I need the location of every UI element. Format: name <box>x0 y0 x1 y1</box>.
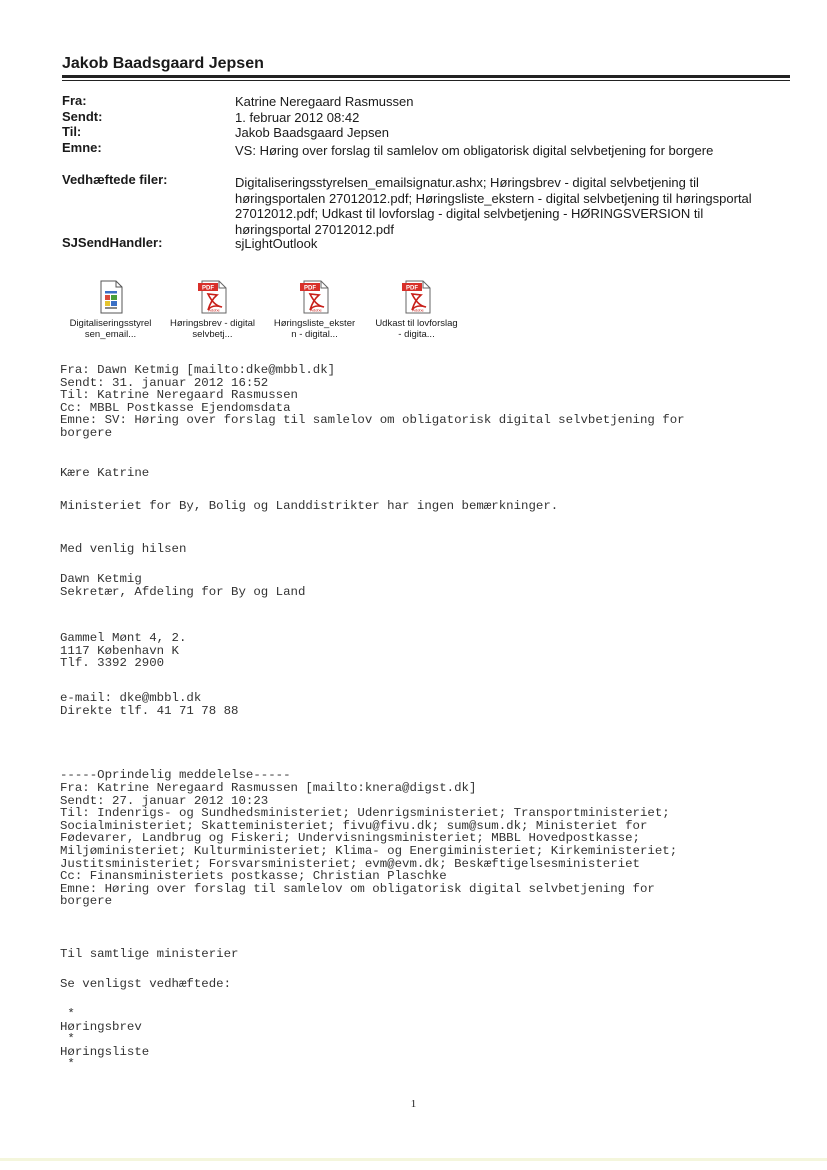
original-salutation: Til samtlige ministerier <box>60 947 239 961</box>
from-value: Katrine Neregaard Rasmussen <box>235 94 414 109</box>
subject-label: Emne: <box>62 139 102 155</box>
original-separator: -----Oprindelig meddelelse----- <box>60 768 291 782</box>
attachments-label: Vedhæftede filer: <box>62 172 168 187</box>
attachment-3-name: Høringsliste_ekster n - digital... <box>273 318 356 340</box>
pdf-badge: PDF <box>201 285 214 292</box>
to-label: Til: <box>62 124 82 139</box>
attachment-2-name: Høringsbrev - digital selvbetj... <box>170 318 255 340</box>
reply-address: Gammel Mønt 4, 2. 1117 København K Tlf. 3392 2900 <box>60 631 187 671</box>
page-number: 1 <box>410 1098 417 1110</box>
handler-value: sjLightOutlook <box>235 236 318 251</box>
reply-header: Fra: Dawn Ketmig [mailto:dke@mbbl.dk] Sendt: 31. januar 2012 16:52 Til: Katrine Neregaard Rasmussen Cc: MBBL Postkasse Ejendomsdata Emne: SV: Høring over forslag til samlelov om obligatorisk digital selvbetjening for borgere <box>60 363 685 440</box>
attachment-1[interactable] <box>58 280 163 340</box>
generic-file-icon <box>98 280 124 314</box>
original-header: Fra: Katrine Neregaard Rasmussen [mailto:knera@digst.dk] Sendt: 27. januar 2012 10:23 Til: Indenrigs- og Sundhedsministeriet; Udenrigsministeriet; Transportministeriet; Socialministeriet; Skatteministeriet; fivu@fivu.dk; sum@sum.dk; Ministeriet for Fødevarer, Landbrug og Fiskeri; Undervisningsministeriet; MBBL Hovedpostkasse; Miljøministeriet; Kulturministeriet; Klima- og Energiministeriet; Kirkeministeriet; Justitsministeriet; Forsvarsministeriet; evm@evm.dk; Beskæftigelsesministeriet Cc: Finansministeriets postkasse; Christian Plaschke Emne: Høring over forslag til samlelov om obligatorisk digital selvbetjening for borgere <box>60 781 678 909</box>
pdf-brand: Adobe <box>411 307 424 313</box>
attachments-value: Digitaliseringsstyrelsen_emailsignatur.ashx; Høringsbrev - digital selvbetjening til høringsportalen 27012012.pdf; Høringsliste_ekstern - digital selvbetjening til høringsportal 27012012.pdf; Udkast til lovforslag - digital selvbetjening - HØRINGSVERSION til høringsportal 27012012.pdf <box>235 175 752 237</box>
reply-closing: Med venlig hilsen <box>60 542 187 556</box>
reply-signature: Dawn Ketmig Sekretær, Afdeling for By og Land <box>60 572 306 599</box>
page-edge <box>0 1158 827 1161</box>
attachment-4-name: Udkast til lovforslag - digita... <box>375 318 458 340</box>
attachment-3[interactable] <box>262 280 367 340</box>
to-value: Jakob Baadsgaard Jepsen <box>235 125 389 140</box>
subject-value: VS: Høring over forslag til samlelov om obligatorisk digital selvbetjening for borgere <box>235 143 714 158</box>
pdf-brand: Adobe <box>309 307 322 313</box>
pdf-icon <box>298 280 332 314</box>
reply-contact: e-mail: dke@mbbl.dk Direkte tlf. 41 71 78 88 <box>60 691 239 718</box>
pdf-brand: Adobe <box>207 307 220 313</box>
handler-label: SJSendHandler: <box>62 235 163 250</box>
original-list: * Høringsbrev * Høringsliste * <box>60 1007 150 1072</box>
pdf-badge: PDF <box>405 285 418 292</box>
header-rule <box>62 75 790 78</box>
from-label: Fra: <box>62 93 87 108</box>
attachment-icons <box>58 280 478 350</box>
reply-greeting: Kære Katrine <box>60 466 150 480</box>
reply-body: Ministeriet for By, Bolig og Landdistrikter har ingen bemærkninger. <box>60 499 559 513</box>
attachment-4[interactable] <box>364 280 469 340</box>
attachment-2[interactable] <box>160 280 265 340</box>
sent-value: 1. februar 2012 08:42 <box>235 109 360 125</box>
sent-label: Sendt: <box>62 108 103 124</box>
original-intro: Se venligst vedhæftede: <box>60 977 232 991</box>
header-rule-thin <box>62 80 790 81</box>
pdf-icon <box>400 280 434 314</box>
attachment-1-name: Digitaliseringsstyrel sen_email... <box>69 318 152 340</box>
pdf-badge: PDF <box>303 285 316 292</box>
pdf-icon <box>196 280 230 314</box>
mail-owner: Jakob Baadsgaard Jepsen <box>62 55 264 72</box>
